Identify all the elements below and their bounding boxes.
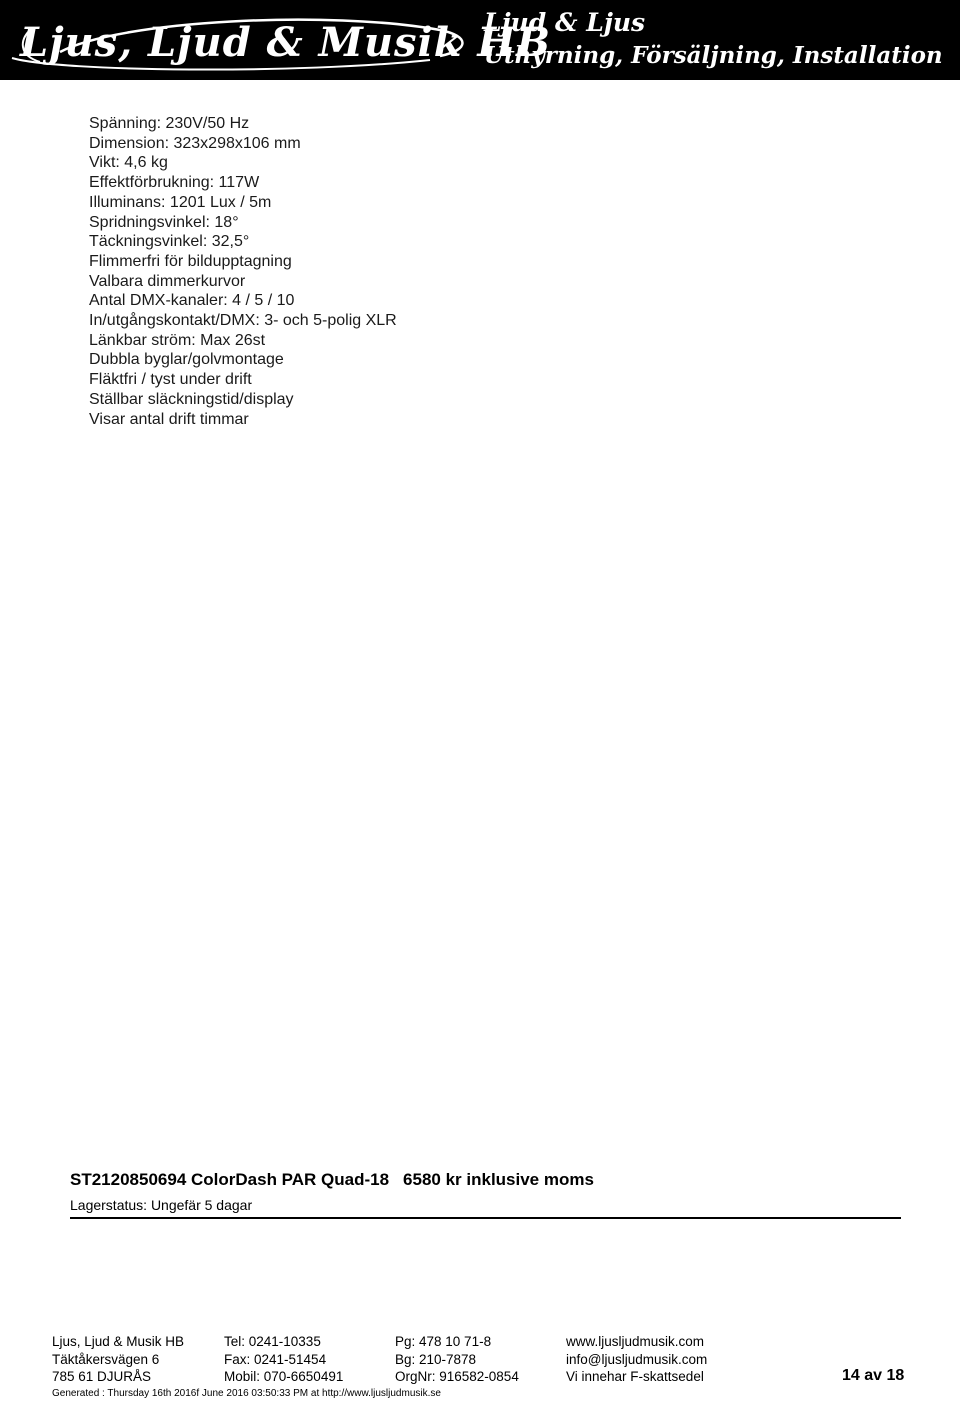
spec-item: Ställbar släckningstid/display	[89, 390, 294, 408]
product-heading	[70, 1169, 900, 1191]
spec-item: Spänning: 230V/50 Hz	[89, 115, 250, 132]
spec-item: Illuminans: 1201 Lux / 5m	[89, 193, 272, 211]
company-logo-text: Ljus, Ljud & Musik HB	[20, 19, 551, 66]
spec-item: Flimmerfri för bildupptagning	[89, 252, 292, 270]
spec-item: Dubbla byglar/golvmontage	[89, 351, 284, 369]
footer-web-column	[566, 1333, 707, 1386]
product-title: ST2120850694 ColorDash PAR Quad-18	[70, 1170, 390, 1189]
spec-item: Valbara dimmerkurvor	[89, 272, 246, 290]
footer-phone-column	[224, 1333, 343, 1386]
header-banner	[0, 0, 960, 80]
spec-item: Fläktfri / tyst under drift	[89, 371, 252, 389]
spec-item: Länkbar ström: Max 26st	[89, 331, 266, 349]
tax-note: Vi innehar F-skattsedel	[566, 1369, 704, 1384]
spec-item: Effektförbrukning: 117W	[89, 174, 260, 192]
divider	[70, 1217, 901, 1219]
company-name: Ljus, Ljud & Musik HB	[52, 1334, 185, 1349]
stock-status: Lagerstatus: Ungefär 5 dagar	[70, 1197, 253, 1213]
email-link[interactable]: info@ljusljudmusik.com	[566, 1351, 708, 1367]
spec-item: Vikt: 4,6 kg	[89, 154, 168, 172]
company-postal: 785 61 DJURÅS	[52, 1369, 152, 1384]
bankgiro: Bg: 210-7878	[395, 1351, 477, 1367]
plusgiro: Pg: 478 10 71-8	[395, 1334, 492, 1349]
spec-item: Dimension: 323x298x106 mm	[89, 134, 301, 152]
company-street: Täktåkersvägen 6	[52, 1351, 160, 1367]
org-number: OrgNr: 916582-0854	[395, 1369, 519, 1384]
product-block	[70, 1169, 900, 1214]
phone-tel: Tel: 0241-10335	[224, 1334, 321, 1349]
product-price: 6580 kr inklusive moms	[403, 1170, 594, 1189]
generated-note: Generated : Thursday 16th 2016f June 2016 03:50:33 PM at http://www.ljusljudmusik.se	[52, 1388, 441, 1399]
tagline-title: Ljud & Ljus	[484, 8, 646, 37]
spec-item: Täckningsvinkel: 32,5°	[89, 233, 250, 251]
spec-list	[89, 114, 397, 429]
footer-bank-column	[395, 1333, 519, 1386]
phone-mobile: Mobil: 070-6650491	[224, 1369, 344, 1384]
spec-item: Antal DMX-kanaler: 4 / 5 / 10	[89, 292, 295, 310]
spec-item: Spridningsvinkel: 18°	[89, 213, 239, 231]
spec-item: Visar antal drift timmar	[89, 410, 249, 428]
page-number: 14 av 18	[842, 1367, 905, 1384]
spec-item: In/utgångskontakt/DMX: 3- och 5-polig XLR	[89, 312, 397, 330]
phone-fax: Fax: 0241-51454	[224, 1351, 327, 1367]
website-link[interactable]: www.ljusljudmusik.com	[566, 1334, 705, 1349]
tagline-services: Uthyrning, Försäljning, Installation	[484, 42, 943, 69]
footer-company-column	[52, 1333, 184, 1386]
